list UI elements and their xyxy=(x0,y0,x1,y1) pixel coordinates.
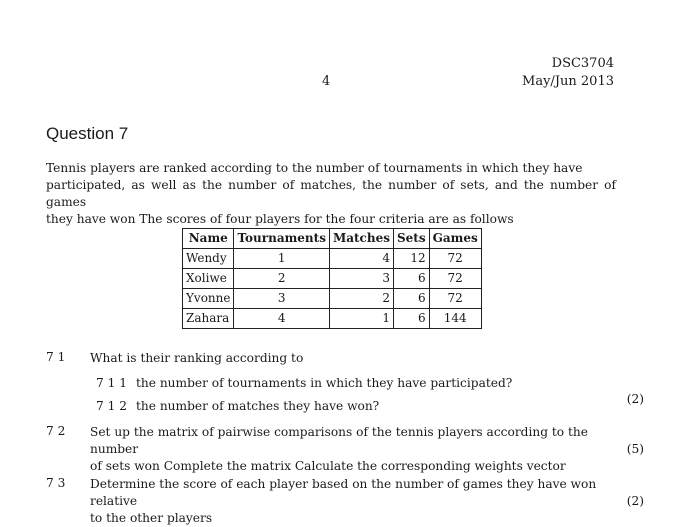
q73-line: Determine the score of each player based on the number of games they have won relative xyxy=(90,477,597,508)
intro-line: Tennis players are ranked according to the number of tournaments in which they have xyxy=(46,161,583,175)
cell-tournaments: 4 xyxy=(234,309,329,329)
table-row xyxy=(183,249,482,269)
q71-text: What is their ranking according to xyxy=(90,351,304,365)
q711-text: the number of tournaments in which they have participated? xyxy=(136,376,513,390)
cell-matches: 4 xyxy=(329,249,393,269)
table-header-row xyxy=(183,229,482,249)
q712-label: 7 1 2 xyxy=(96,399,128,413)
q72-line: Set up the matrix of pairwise comparisons of the tennis players according to the number xyxy=(90,425,588,456)
cell-matches: 2 xyxy=(329,289,393,309)
table-row xyxy=(183,309,482,329)
q72-text xyxy=(90,424,620,475)
q73-line: to the other players xyxy=(90,511,213,525)
header-matches: Matches xyxy=(329,229,393,249)
q72-marks: (5) xyxy=(626,442,644,456)
q712-marks: (2) xyxy=(626,392,644,406)
q71-number: 7 1 xyxy=(46,350,66,364)
cell-tournaments: 2 xyxy=(234,269,329,289)
q73-number: 7 3 xyxy=(46,476,66,490)
cell-name: Wendy xyxy=(183,249,234,269)
table-row xyxy=(183,269,482,289)
cell-tournaments: 1 xyxy=(234,249,329,269)
cell-sets: 12 xyxy=(393,249,429,269)
cell-matches: 3 xyxy=(329,269,393,289)
cell-games: 144 xyxy=(429,309,481,329)
exam-date: May/Jun 2013 xyxy=(522,74,614,89)
scores-table xyxy=(182,228,482,329)
header-games: Games xyxy=(429,229,481,249)
cell-name: Yvonne xyxy=(183,289,234,309)
question-title: Question 7 xyxy=(46,124,129,143)
header-tournaments: Tournaments xyxy=(234,229,329,249)
cell-sets: 6 xyxy=(393,309,429,329)
question-intro xyxy=(46,160,616,228)
page-number: 4 xyxy=(322,74,331,89)
q73-text xyxy=(90,476,620,527)
cell-name: Zahara xyxy=(183,309,234,329)
q711-label: 7 1 1 xyxy=(96,376,128,390)
cell-tournaments: 3 xyxy=(234,289,329,309)
cell-games: 72 xyxy=(429,289,481,309)
course-code: DSC3704 xyxy=(551,56,614,71)
table-row xyxy=(183,289,482,309)
cell-name: Xoliwe xyxy=(183,269,234,289)
cell-sets: 6 xyxy=(393,289,429,309)
header-sets: Sets xyxy=(393,229,429,249)
cell-sets: 6 xyxy=(393,269,429,289)
q72-number: 7 2 xyxy=(46,424,66,438)
cell-games: 72 xyxy=(429,249,481,269)
intro-line: they have won The scores of four players for the four criteria are as follows xyxy=(46,212,514,226)
q72-line: of sets won Complete the matrix Calculate the corresponding weights vector xyxy=(90,459,566,473)
cell-games: 72 xyxy=(429,269,481,289)
q73-marks: (2) xyxy=(626,494,644,508)
cell-matches: 1 xyxy=(329,309,393,329)
header-name: Name xyxy=(183,229,234,249)
intro-line: participated, as well as the number of matches, the number of sets, and the number of games xyxy=(46,178,616,209)
q712-text: the number of matches they have won? xyxy=(136,399,380,413)
